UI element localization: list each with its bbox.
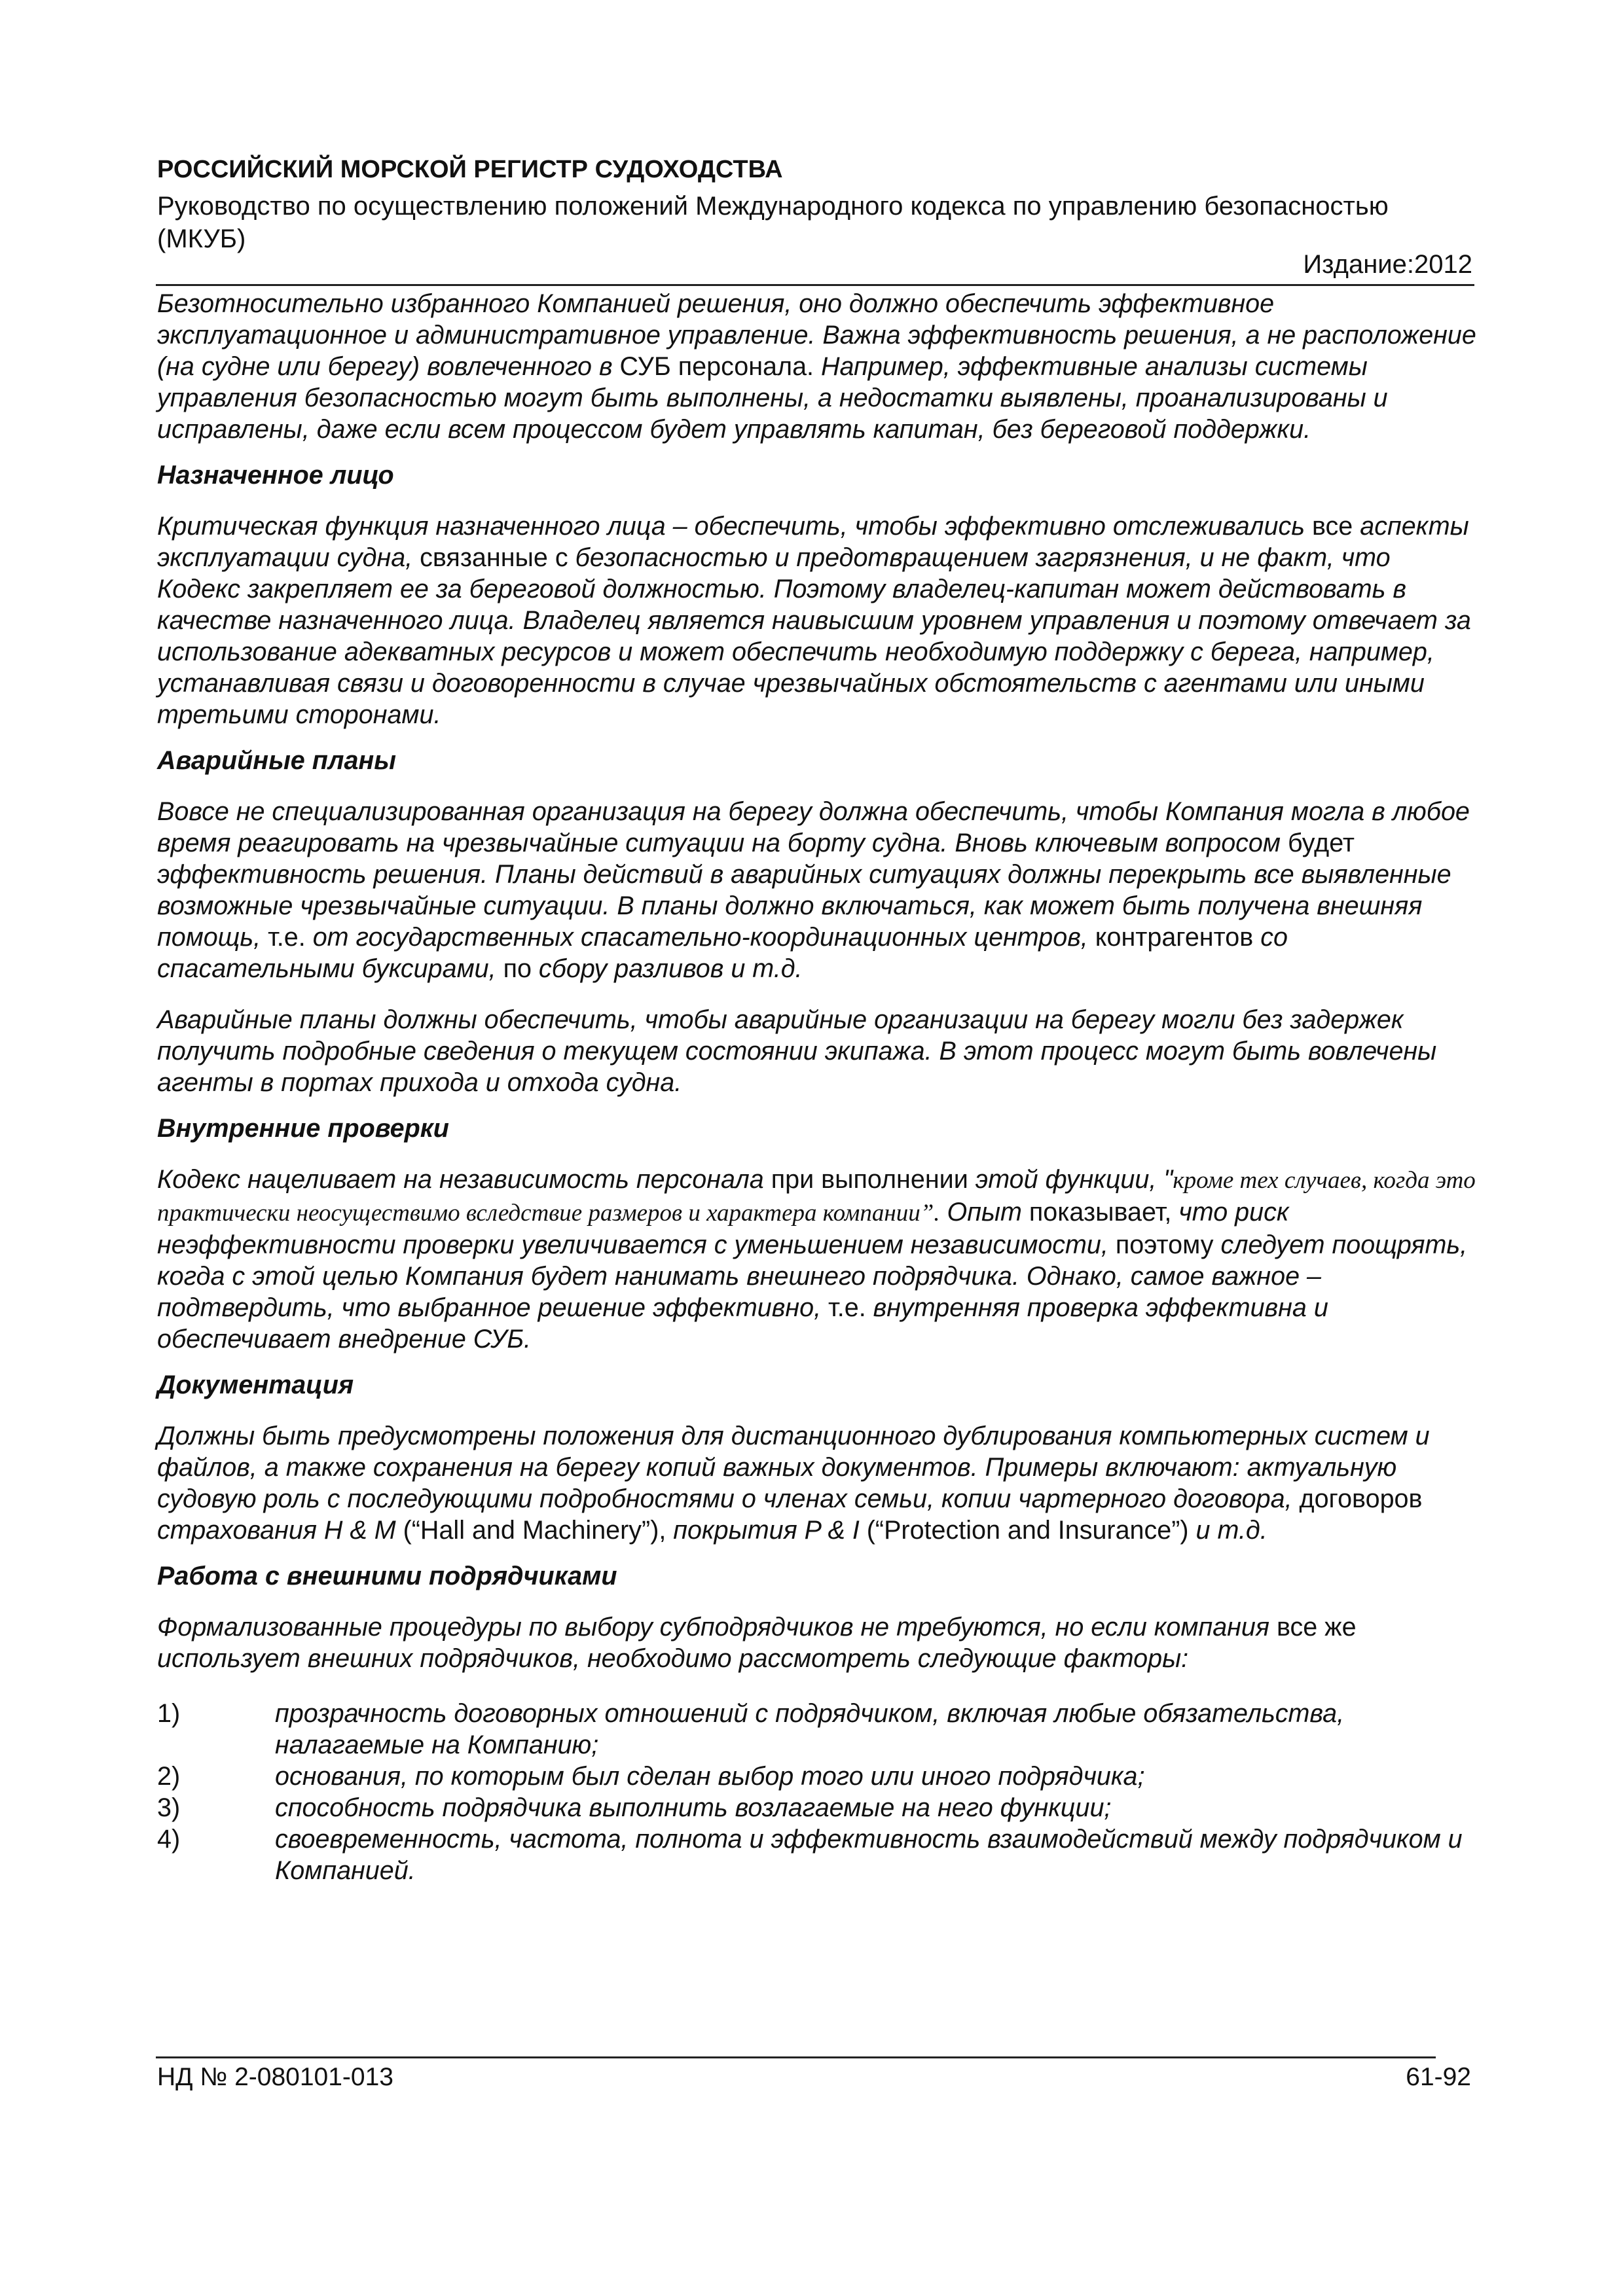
text-run: Вовсе не специализированная организация на берегу должна обеспечить, чтобы Компания могла в любое время реагировать на чрезвычайные ситуации на борту судна. Вновь ключевым вопросом	[157, 797, 1470, 857]
list-item	[157, 1698, 1478, 1761]
text-run: будет	[1287, 829, 1355, 857]
text-run: связанные с	[420, 543, 568, 572]
list-item-text: основания, по которым был сделан выбор того или иного подрядчика;	[275, 1762, 1145, 1791]
emergency-paragraph-1	[157, 796, 1478, 984]
text-run: от государственных спасательно-координационных центров,	[305, 923, 1095, 952]
list-item-number: 3)	[157, 1793, 181, 1822]
text-run: следует поощрять, когда с этой целью Компания будет нанимать внешнего подрядчика. Однако, самое важное – подтвердить, что выбранное решение эффективно,	[157, 1230, 1468, 1322]
text-run: поэтому	[1115, 1230, 1214, 1259]
list-item-text: своевременность, частота, полнота и эффективность взаимодействий между подрядчиком и Компанией.	[275, 1825, 1463, 1885]
list-item	[157, 1823, 1478, 1886]
text-run: что риск неэффективности проверки увеличивается с уменьшением независимости,	[157, 1198, 1289, 1259]
code-quote: кроме тех случаев, когда это практически неосуществимо вследствие размеров и характера компании”.	[157, 1167, 1476, 1227]
list-item-text: способность подрядчика выполнить возлагаемые на него функции;	[275, 1793, 1112, 1822]
header-divider	[156, 284, 1474, 286]
text-run: страхования H & M	[157, 1516, 403, 1545]
text-run: безопасностью и предотвращением загрязнения, и не факт, что Кодекс закрепляет ее за береговой должностью. Поэтому владелец-капитан может действовать в качестве назначенного лица. Владелец является наивысшим уровнем управления и поэтому отвечает за использование адекватных ресурсов и может обеспечить необходимую поддержку с берега, например, устанавливая связи и договоренности в случае чрезвычайных обстоятельств с агентами или иными третьими сторонами.	[157, 543, 1471, 729]
text-run: при выполнении	[771, 1165, 968, 1194]
text-run: использует внешних подрядчиков, необходимо рассмотреть следующие факторы:	[157, 1644, 1189, 1673]
text-run: договоров	[1299, 1484, 1423, 1513]
text-run: (“Protection and Insurance”)	[866, 1516, 1189, 1545]
list-item-number: 1)	[157, 1699, 181, 1728]
text-run: все	[1312, 512, 1353, 541]
text-run: Безотносительно избранного Компанией решения, оно должно обеспечить эффективное эксплуатационное и административное управление. Важна эффективность решения, а не расположение (на судне или берегу) вовлеченного в	[157, 289, 1476, 381]
section-heading-external-contractors: Работа с внешними подрядчиками	[157, 1562, 617, 1590]
designated-person-paragraph	[157, 511, 1478, 730]
text-run: показывает,	[1029, 1198, 1172, 1227]
text-run: (“Hall and Machinery”),	[403, 1516, 666, 1545]
text-run: со спасательными буксирами,	[157, 923, 1288, 983]
documentation-paragraph	[157, 1420, 1478, 1546]
text-run: Формализованные процедуры по выбору субподрядчиков не требуются, но если компания	[157, 1613, 1277, 1641]
contractor-factors-list	[157, 1698, 1478, 1886]
text-run: сбору разливов и т.д.	[531, 954, 803, 983]
text-run: Должны быть предусмотрены положения для дистанционного дублирования компьютерных систем и файлов, а также сохранения на берегу копий важных документов. Примеры включают: актуальную судовую роль с последующими подробностями о членах семьи, копии чартерного договора,	[157, 1422, 1430, 1513]
section-heading-designated-person: Назначенное лицо	[157, 461, 394, 490]
page-number: 61-92	[1406, 2063, 1471, 2091]
text-run: эффективность решения. Планы действий в аварийных ситуациях должны перекрыть все выявленные возможные чрезвычайные ситуации. В планы должно включаться, как может быть получена внешняя помощь,	[157, 860, 1451, 952]
text-run: аспекты эксплуатации судна,	[157, 512, 1469, 572]
footer-divider	[156, 2056, 1436, 2058]
text-run: Например, эффективные анализы системы управления безопасностью могут быть выполнены, а недостатки выявлены, проанализированы и исправлены, даже если всем процессом будет управлять капитан, без береговой поддержки.	[157, 352, 1388, 444]
section-heading-emergency-plans: Аварийные планы	[157, 746, 397, 775]
section-heading-internal-audits: Внутренние проверки	[157, 1114, 449, 1143]
list-item	[157, 1761, 1478, 1792]
text-run: Кодекс нацеливает на независимость персонала	[157, 1165, 771, 1194]
text-run: т.е.	[828, 1293, 866, 1322]
section-heading-documentation: Документация	[157, 1371, 354, 1399]
internal-audits-paragraph	[157, 1164, 1478, 1355]
list-item	[157, 1792, 1478, 1823]
text-run: контрагентов	[1095, 923, 1254, 952]
text-run: т.е.	[268, 923, 306, 952]
list-item-number: 2)	[157, 1762, 181, 1791]
list-item-text: прозрачность договорных отношений с подрядчиком, включая любые обязательства, налагаемые на Компанию;	[275, 1699, 1345, 1759]
text-run: Критическая функция назначенного лица – обеспечить, чтобы эффективно отслеживались	[157, 512, 1312, 541]
text-run: по	[503, 954, 532, 983]
contractors-paragraph	[157, 1611, 1478, 1674]
text-run: внутренняя проверка эффективна и обеспечивает внедрение СУБ.	[157, 1293, 1328, 1354]
text-run: и т.д.	[1188, 1516, 1267, 1545]
edition-label: Издание:2012	[1303, 250, 1472, 279]
list-item-number: 4)	[157, 1825, 181, 1854]
document-number: НД № 2-080101-013	[157, 2063, 393, 2091]
text-run: покрытия P & I	[666, 1516, 867, 1545]
text-run: СУБ персонала.	[619, 352, 814, 381]
text-run: этой функции, "	[968, 1165, 1173, 1194]
emergency-paragraph-2: Аварийные планы должны обеспечить, чтобы аварийные организации на берегу могли без задержек получить подробные сведения о текущем состоянии экипажа. В этот процесс могут быть вовлечены агенты в портах прихода и отхода судна.	[157, 1005, 1437, 1097]
register-title: РОССИЙСКИЙ МОРСКОЙ РЕГИСТР СУДОХОДСТВА	[157, 156, 783, 183]
text-run: Опыт	[939, 1198, 1029, 1227]
document-body	[157, 288, 1478, 1886]
guide-subtitle: Руководство по осуществлению положений Международного кодекса по управлению безопасностью (МКУБ)	[157, 192, 1389, 253]
intro-paragraph	[157, 288, 1478, 445]
text-run: все же	[1276, 1613, 1357, 1641]
